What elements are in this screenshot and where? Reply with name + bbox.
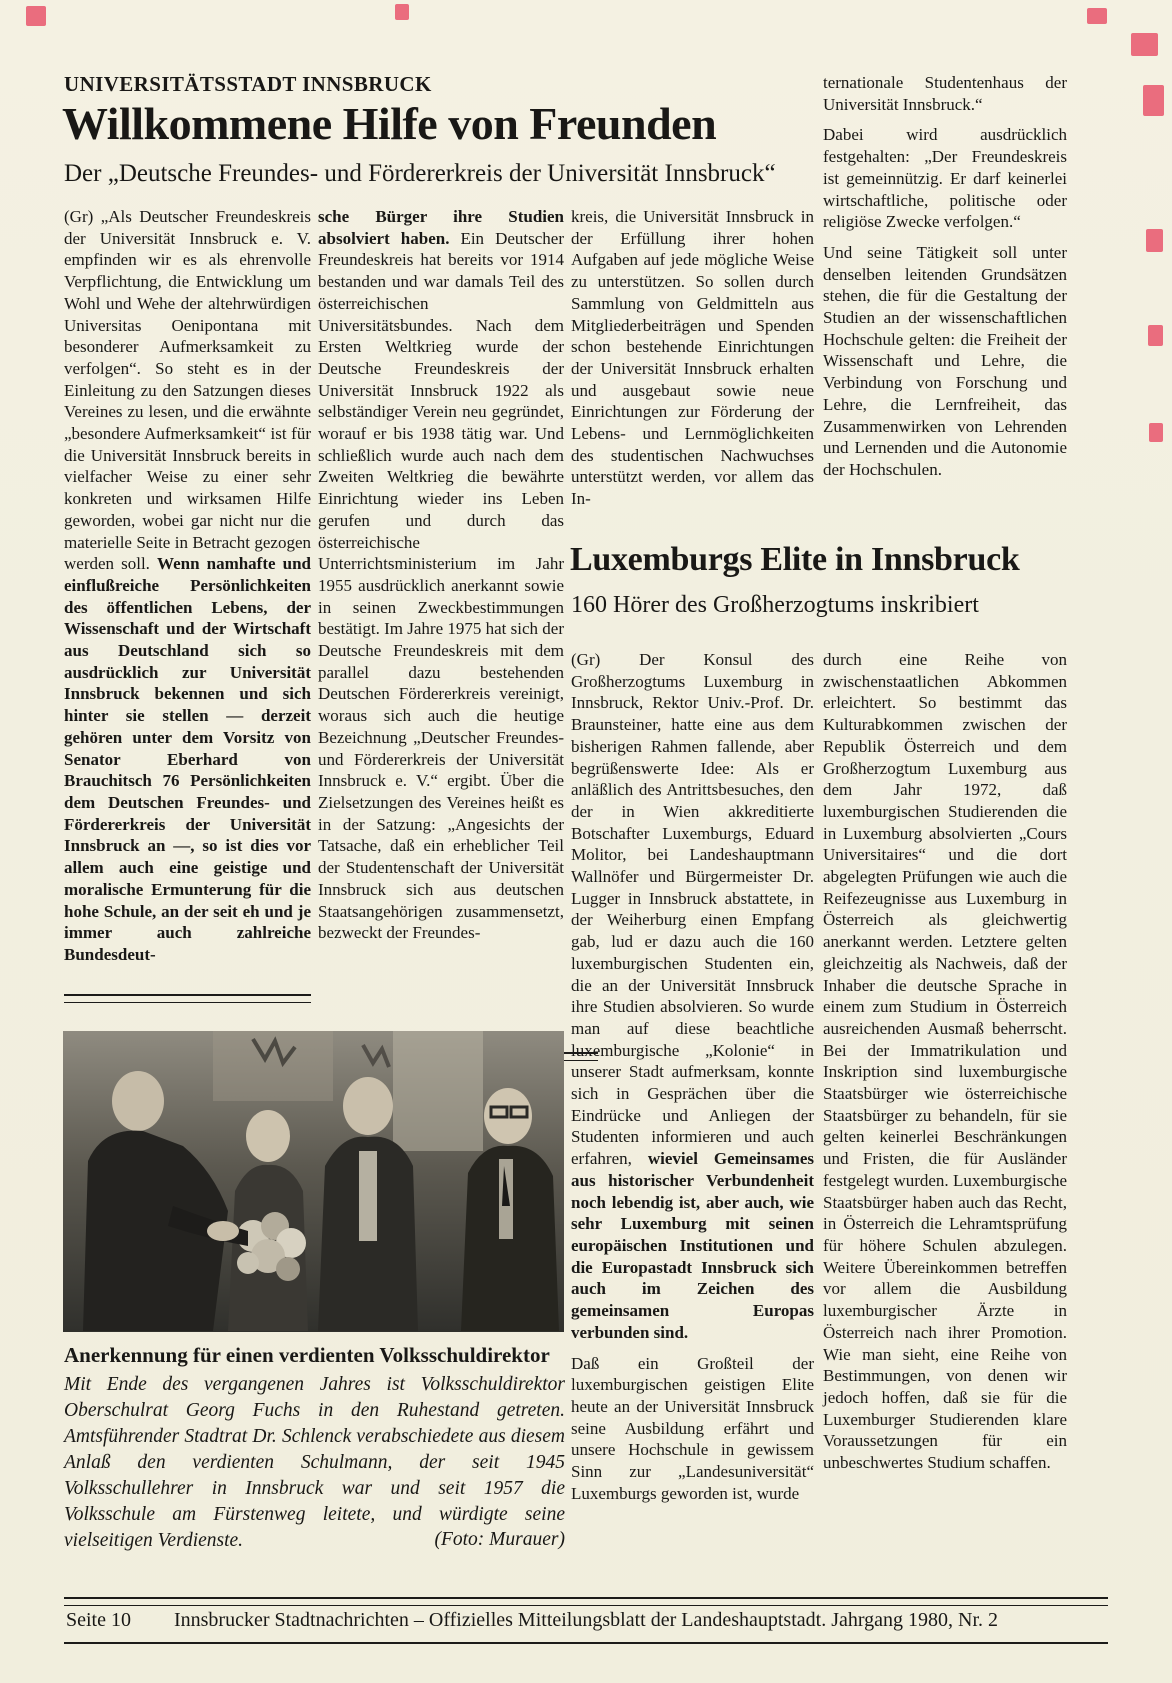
article1-col2-bold-text: sche Bürger ihre Studien absolviert haben.: [318, 207, 564, 248]
article1-col4-p1: ternationale Studentenhaus der Universität Innsbruck.“: [823, 73, 1067, 114]
article2-subtitle: 160 Hörer des Großherzogtums inskribiert: [571, 592, 979, 618]
scan-mark: [395, 4, 409, 20]
article2-column-right: [823, 649, 1067, 1474]
scan-mark: [1131, 33, 1158, 56]
scan-mark: [26, 6, 46, 26]
article1-col1-text: (Gr) „Als Deutscher Freundeskreis der Universität Innsbruck e. V. empfinden wir es als ehrenvolle Verpflichtung, die Entwicklung um Wohl und Wehe der altehrwürdigen Universitas Oenipontana mit besonderer Aufmerksamkeit zu verfolgen“. So steht es in der Einleitung zu den Satzungen dieses Vereines zu lesen, und die erwähnte „besondere Aufmerksamkeit“ ist für die Universität Innsbruck bereits in vielfacher Weise zu einer sehr konkreten und wirksamen Hilfe geworden, wobei gar nicht nur die materielle Seite in Betracht gezogen werden soll.: [64, 207, 311, 574]
photo-caption-text: Mit Ende des vergangenen Jahres ist Volksschuldirektor Oberschulrat Georg Fuchs in den Ruhestand getreten. Amtsführender Stadtrat Dr. Schlenck verabschiedete aus diesem Anlaß den verdienten Schulmann, der seit 1945 Volksschullehrer in Innsbruck war und seit 1957 die Volksschule am Fürstenweg leitete, und würdigte seine vielseitigen Verdienste.: [64, 1374, 565, 1551]
article1-column-1: [64, 206, 311, 966]
article1-col2-text: Ein Deutscher Freundeskreis hat bereits vor 1914 bestanden und war damals Teil des österreichischen Universitätsbundes. Nach dem Ersten Weltkrieg wurde der Deutsche Freundeskreis der Universität Innsbruck 1922 als selbständiger Verein neu gegründet, worauf er bis 1938 tätig war. Und schließlich wurde auch nach dem Zweiten Weltkrieg die bewährte Einrichtung wieder ins Leben gerufen und durch das österreichische Unterrichtsministerium im Jahr 1955 ausdrücklich anerkannt sowie in seinen Zweckbestimmungen bestätigt. Im Jahre 1975 hat sich der Deutsche Freundeskreis mit dem parallel dazu bestehenden Deutschen Fördererkreis vereinigt, woraus sich auch die heutige Bezeichnung „Deutscher Freundes- und Fördererkreis der Universität Innsbruck e. V.“ ergibt.: [318, 228, 564, 791]
article2-colL-p2: Daß ein Großteil der luxemburgischen geistigen Elite heute an der Universität Innsbruck seine Ausbildung erfährt und unsere Hochschule in gewissem Sinn zur „Landesuniversität“ Luxemburgs geworden ist, wurde: [571, 1353, 814, 1503]
article1-col4-p2: Dabei wird ausdrücklich festgehalten: „Der Freundeskreis ist gemeinnützig. Er darf keinerlei wirtschaftliche, politische oder religiöse Zwecke verfolgen.“: [823, 125, 1067, 232]
article2-colL-bold-text: wieviel Gemeinsames aus historischer Verbundenheit noch lebendig ist, aber auch, wie sehr Luxemburg mit seinen europäischen Institutionen und die Europastadt Innsbruck sich auch im Zeichen des gemeinsamen Europas verbunden sind.: [571, 1149, 814, 1342]
scan-mark: [1149, 423, 1163, 442]
article1-col2-text2: Über die Zielsetzungen des Vereines heißt es in der Satzung: „Angesichts der Tatsache, daß ein erheblicher Teil der Studentenschaft der Universität Innsbruck sich aus deutschen Staatsangehörigen zusammensetzt, bezweckt der Freundes-: [318, 771, 564, 943]
article2-headline: Luxemburgs Elite in Innsbruck: [570, 541, 1020, 578]
article-end-rule: [64, 994, 311, 1003]
footer-rule-bottom: [64, 1642, 1108, 1644]
photo-caption-body: [64, 1372, 565, 1554]
photo-credit: (Foto: Murauer): [434, 1529, 565, 1550]
article1-col1-bold-text: Wenn namhafte und einflußreiche Persönlichkeiten des öffentlichen Lebens, der Wissenschaft und der Wirtschaft aus Deutschland sich so ausdrücklich zur Universität Innsbruck bekennen und sich hinter sie stellen — derzeit gehören unter dem Vorsitz von Senator Eberhard von Brauchitsch 76 Persönlichkeiten dem Deutschen Freundes- und Fördererkreis der Universität Innsbruck an —, so ist dies vor allem auch eine geistige und moralische Ermunterung für die hohe Schule, an der seit eh und je immer auch zahlreiche Bundesdeut-: [64, 554, 311, 964]
article1-subtitle: Der „Deutsche Freundes- und Fördererkreis der Universität Innsbruck“: [64, 160, 776, 187]
article1-column-2: [318, 206, 564, 944]
photo-caption-title: Anerkennung für einen verdienten Volksschuldirektor: [64, 1343, 550, 1367]
scan-mark: [1146, 229, 1163, 252]
masthead: Innsbrucker Stadtnachrichten – Offizielles Mitteilungsblatt der Landeshauptstadt. Jahrgang 1980, Nr. 2: [173, 1609, 999, 1631]
article1-col4-p3: Und seine Tätigkeit soll unter denselben leitenden Grundsätzen stehen, die für die Gestaltung der Studien an der wissenschaftlichen Hochschule gelten: die Freiheit der Wissenschaft und Lehre, die Verbindung von Forschung und Lehre, die Lernfreiheit, das Zusammenwirken von Lehrenden und Lernenden und die Autonomie der Hochschulen.: [823, 242, 1067, 479]
article1-column-3: [571, 206, 814, 510]
footer: [64, 1609, 1108, 1637]
kicker: UNIVERSITÄTSSTADT INNSBRUCK: [64, 72, 432, 96]
photo-handshake-retirement: [63, 1031, 564, 1332]
article2-column-left: [571, 649, 814, 1504]
page-number: Seite 10: [66, 1609, 131, 1631]
article2-colL-text: (Gr) Der Konsul des Großherzogtums Luxemburg in Innsbruck, Rektor Univ.-Prof. Dr. Braunsteiner, hatte eine aus dem bisherigen Rahmen fallende, aber begrüßenswerte Idee: Als er anläßlich des Antrittsbesuches, den der in Wien akkreditierte Botschafter Luxemburgs, Eduard Molitor, bei Landeshauptmann Wallnöfer und Bürgermeister Dr. Lugger in Innsbruck abstattete, in der Weiherburg einen Empfang gab, lud er dazu auch die 160 luxemburgischen Studenten ein, die an der Universität Innsbruck ihre Studien absolvieren. So wurde man auf diese beachtliche luxemburgische „Kolonie“ in unserer Stadt aufmerksam, konnte sich in Gesprächen über die Eindrücke und Anliegen der Studenten informieren und auch erfahren,: [571, 650, 814, 1169]
scan-mark: [1143, 85, 1164, 116]
article2-colR-text: durch eine Reihe von zwischenstaatlichen Abkommen erleichtert. So bestimmt das Kulturabkommen zwischen der Republik Österreich und dem Großherzogtum Luxemburg aus dem Jahr 1972, daß luxemburgischen Studierenden die in Luxemburg absolvierten „Cours Universitaires“ und die dort abgelegten Prüfungen wie auch die Reifezeugnisse aus Luxemburg in Österreich als gleichwertig anerkannt werden. Letztere gelten gleichzeitig als Nachweis, daß der Inhaber die deutsche Sprache in einem zum Studium in Österreich ausreichenden Ausmaß beherrscht. Bei der Immatrikulation und Inskription sind luxemburgische Staatsbürger wie österreichische Staatsbürger zu behandeln, für sie gelten keinerlei Beschränkungen und Fristen, die für Ausländer festgelegt wurden. Luxemburgische Staatsbürger haben auch das Recht, in Österreich die Lehramtsprüfung für höhere Schulen abzulegen. Weitere Übereinkommen betreffen vor allem die Ausbildung luxemburgischer Ärzte in Österreich nach ihrer Promotion. Wie man sieht, eine Reihe von Bestimmungen, von denen wir jedoch hoffen, daß sie für die Luxemburger Studierenden klare Voraussetzungen für ein unbeschwertes Studium schaffen.: [823, 650, 1067, 1473]
article1-column-4: [823, 72, 1067, 481]
scan-mark: [1148, 325, 1163, 346]
footer-rule-top: [64, 1597, 1108, 1606]
photo-illustration: [63, 1031, 564, 1332]
article1-col3-text: kreis, die Universität Innsbruck in der Erfüllung ihrer hohen Aufgaben auf jede mögliche Weise zu unterstützen. So sollen durch Sammlung von Geldmitteln aus Mitgliederbeiträgen und Spenden schon bestehende Einrichtungen der Universität Innsbruck erhalten und ausgebaut sowie neue Einrichtungen zur Förderung der Lebens- und Lernmöglichkeiten des studentischen Nachwuchses unterstützt werden, vor allem das In-: [571, 207, 814, 509]
scan-mark: [1087, 8, 1107, 24]
article1-headline: Willkommene Hilfe von Freunden: [62, 98, 717, 149]
